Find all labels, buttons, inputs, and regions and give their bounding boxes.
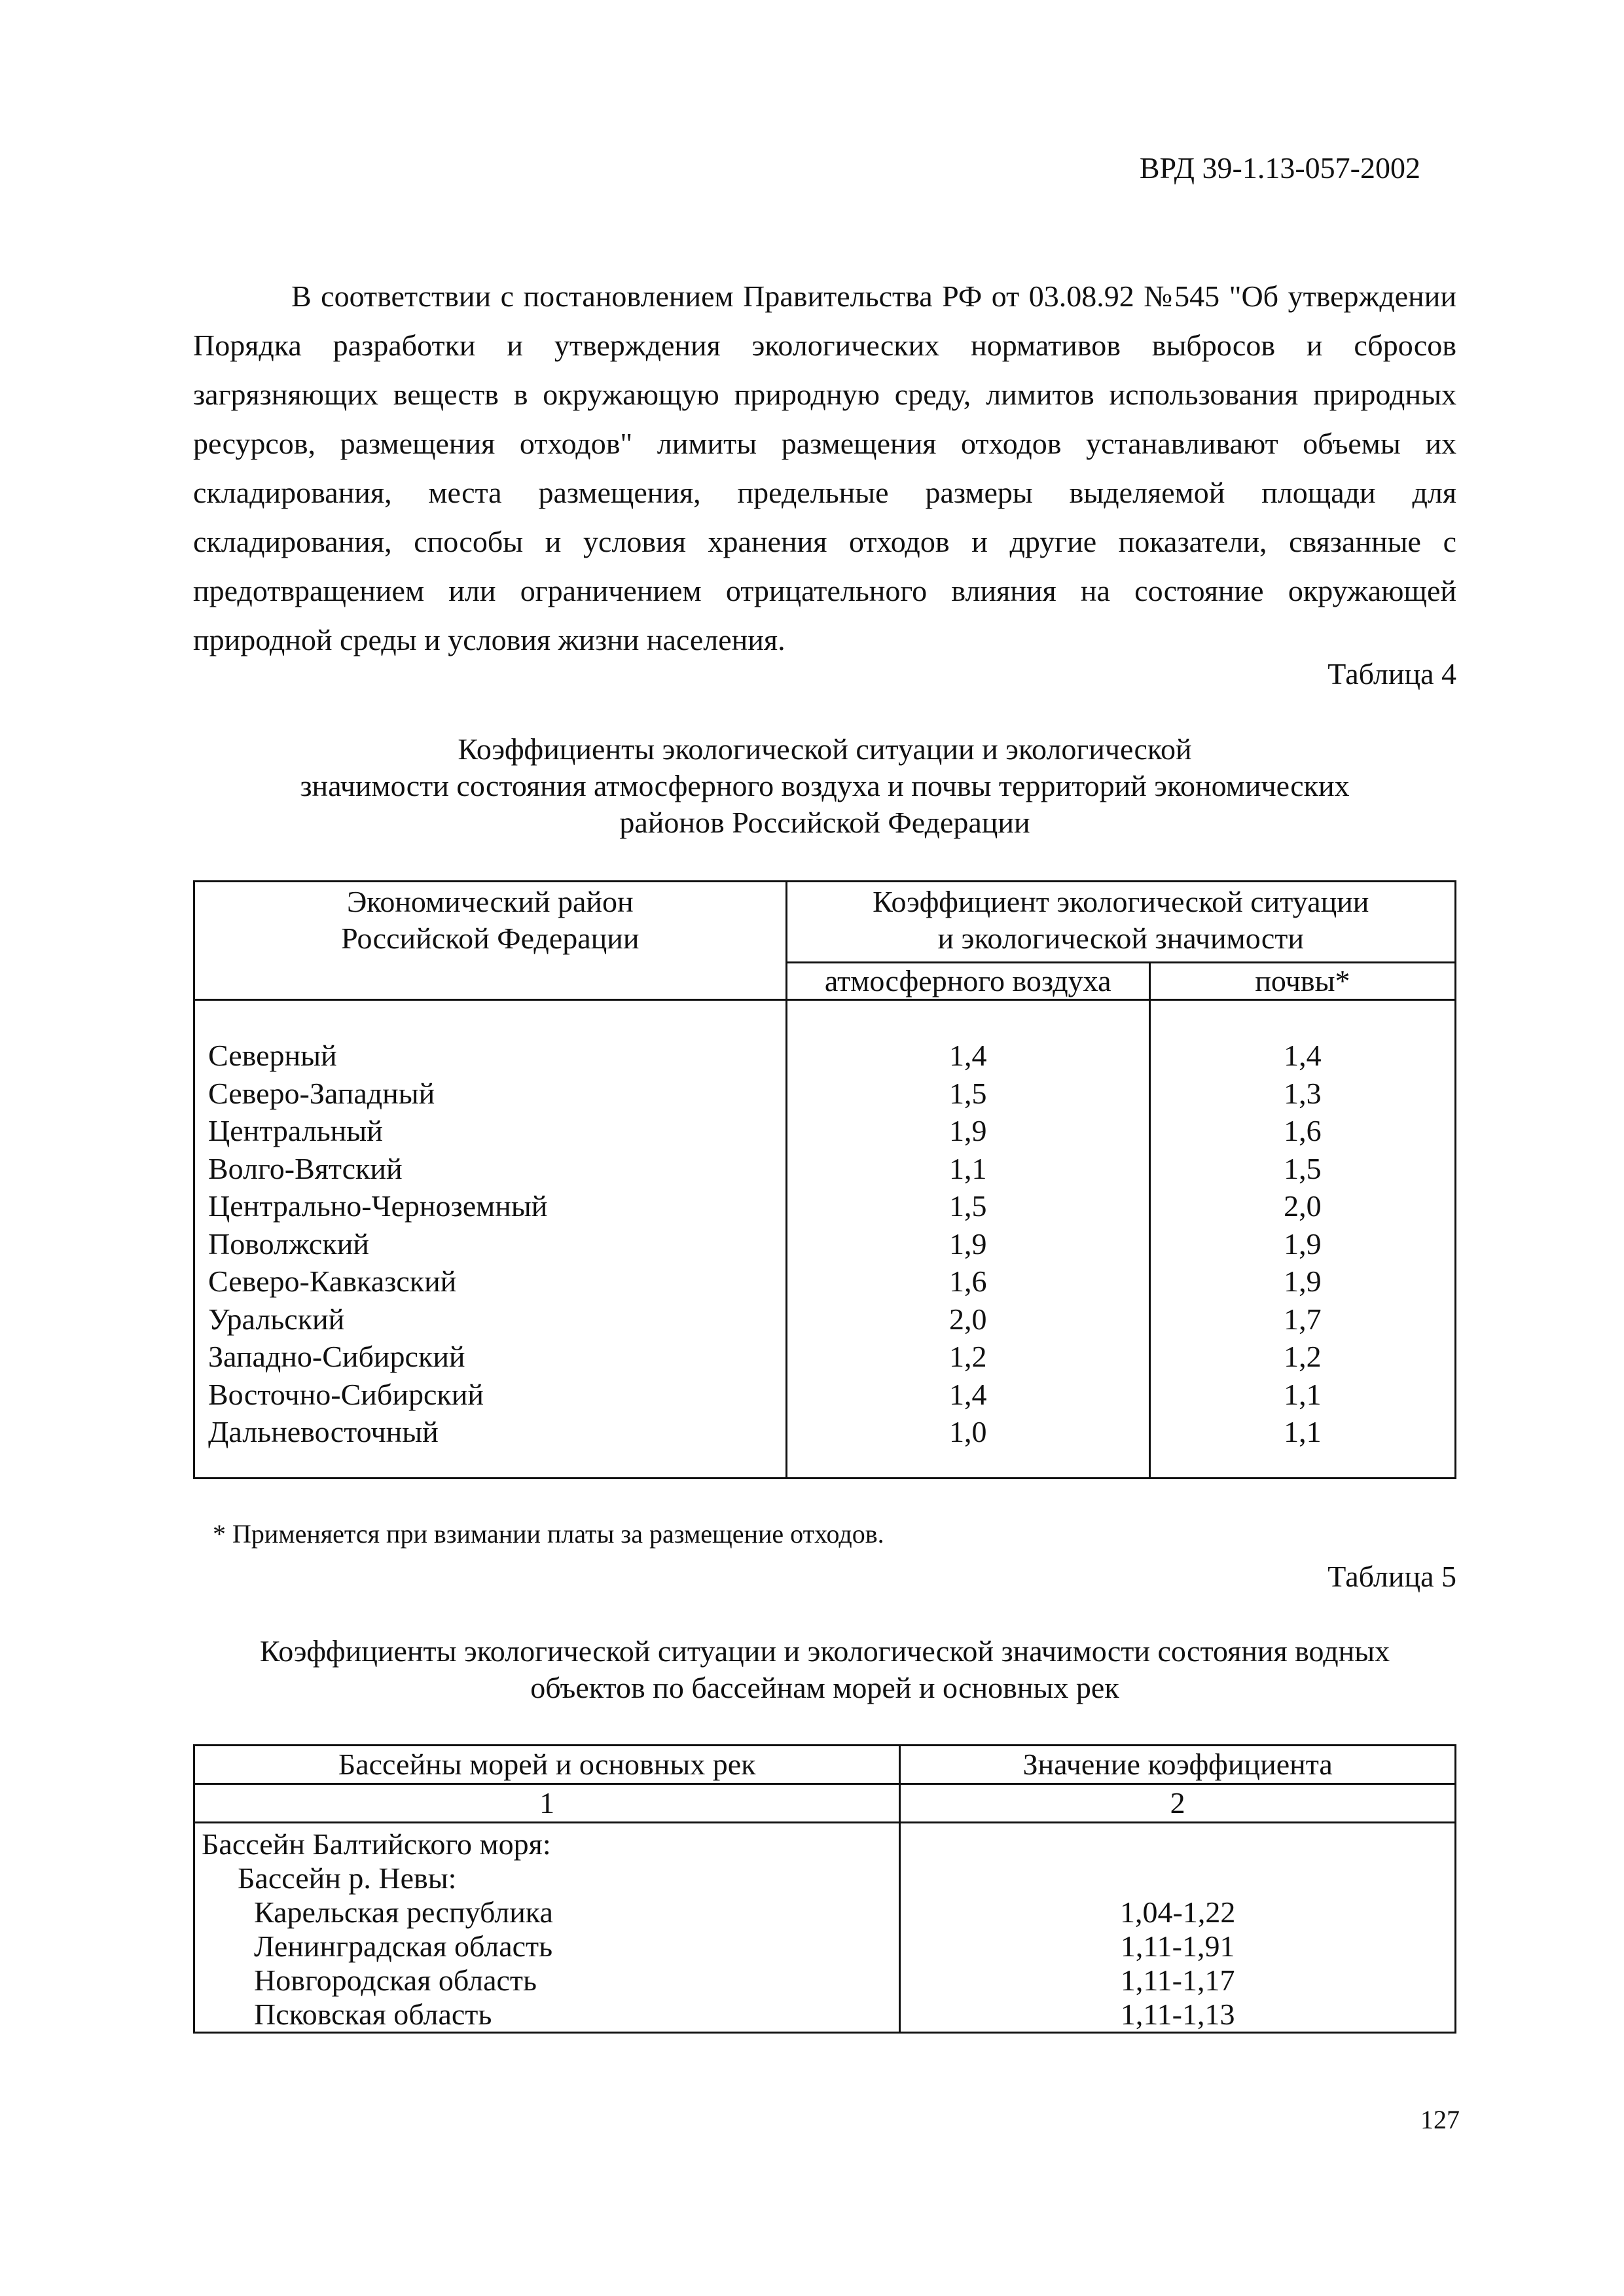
table5-value-cell — [901, 1861, 1454, 1895]
table5-label: Таблица 5 — [1327, 1560, 1456, 1593]
table4-region-cell: Западно-Сибирский — [208, 1340, 465, 1373]
table4-region-cell: Северный — [208, 1039, 337, 1072]
table5-title — [193, 1633, 1456, 1706]
table4-soil-cell: 1,1 — [1284, 1377, 1322, 1411]
table4-air-cell: 1,9 — [948, 1227, 987, 1261]
table4-air-cell: 1,2 — [948, 1340, 987, 1373]
table4-region-cell: Уральский — [208, 1302, 345, 1336]
table5-names-column — [194, 1823, 900, 2033]
table5-value-cell: 1,04-1,22 — [1120, 1895, 1236, 1929]
table5-header-col1: Бассейны морей и основных рек — [194, 1746, 900, 1784]
table5-header-col2: Значение коэффициента — [900, 1746, 1456, 1784]
table5-name-cell: Псковская область — [254, 1998, 492, 2031]
table4-title-line: районов Российской Федерации — [619, 806, 1030, 839]
table4-region-cell: Поволжский — [208, 1227, 369, 1261]
table4-region-cell: Центрально-Черноземный — [208, 1189, 548, 1223]
table4 — [193, 880, 1456, 1479]
table4-region-cell: Дальневосточный — [208, 1415, 439, 1448]
table4-region-cell: Северо-Западный — [208, 1076, 435, 1110]
table4-soil-cell: 1,4 — [1284, 1039, 1322, 1072]
table5-colnum-1: 1 — [194, 1784, 900, 1823]
table4-region-cell: Восточно-Сибирский — [208, 1377, 484, 1411]
table4-title-line: значимости состояния атмосферного воздуха и почвы территорий экономических — [300, 769, 1350, 802]
table4-air-column — [786, 1000, 1149, 1479]
table4-air-cell: 2,0 — [948, 1302, 987, 1336]
table4-soil-cell: 2,0 — [1284, 1189, 1322, 1223]
table4-soil-cell: 1,3 — [1284, 1076, 1322, 1110]
table5-name-cell: Новгородская область — [254, 1964, 537, 1997]
table5-name-cell: Ленинградская область — [254, 1929, 553, 1963]
table4-air-cell: 1,4 — [948, 1377, 987, 1411]
table5 — [193, 1744, 1456, 2034]
table4-air-cell: 1,5 — [948, 1189, 987, 1223]
page-number: 127 — [1420, 2105, 1460, 2134]
header-line: Российской Федерации — [341, 922, 640, 955]
table4-air-cell: 1,9 — [948, 1114, 987, 1147]
intro-paragraph: В соответствии с постановлением Правительства РФ от 03.08.92 №545 "Об утверждении Порядка разработки и утверждения экологических нормативов выбросов и сбросов загрязняющих веществ в окружающую природную среду, лимитов использования природных ресурсов, размещения отходов" лимиты размещения отходов устанавливают объемы их складирования, места размещения, предельные размеры выделяемой площади для складирования, способы и условия хранения отходов и другие показатели, связанные с предотвращением или ограничением отрицательного влияния на состояние окружающей природной среды и условия жизни населения. — [193, 279, 1456, 656]
table5-title-line: Коэффициенты экологической ситуации и экологической значимости состояния водных — [259, 1634, 1390, 1668]
table4-label: Таблица 4 — [1327, 657, 1456, 691]
table4-soil-cell: 1,7 — [1284, 1302, 1322, 1336]
table4-subheader-soil: почвы* — [1149, 962, 1455, 999]
header-line: Коэффициент экологической ситуации — [873, 885, 1369, 918]
header-line: и экологической значимости — [937, 922, 1305, 955]
table4-soil-cell: 1,9 — [1284, 1227, 1322, 1261]
table4-subheader-air: атмосферного воздуха — [786, 962, 1149, 999]
document-code: ВРД 39-1.13-057-2002 — [1139, 151, 1420, 185]
table4-region-cell: Центральный — [208, 1114, 383, 1147]
table4-air-cell: 1,6 — [948, 1265, 987, 1298]
table5-name-cell: Карельская республика — [254, 1895, 553, 1929]
table4-regions-column — [194, 1000, 787, 1479]
table4-footnote: * Применяется при взимании платы за размещение отходов. — [213, 1519, 884, 1549]
table5-title-line: объектов по бассейнам морей и основных рек — [530, 1671, 1119, 1704]
table5-value-cell: 1,11-1,17 — [1120, 1964, 1235, 1997]
table4-title-line: Коэффициенты экологической ситуации и экологической — [458, 732, 1192, 766]
header-line: Экономический район — [346, 885, 634, 918]
table4-soil-cell: 1,9 — [1284, 1265, 1322, 1298]
table5-name-cell: Бассейн р. Невы: — [238, 1861, 457, 1895]
table4-soil-column — [1149, 1000, 1455, 1479]
table4-air-cell: 1,0 — [948, 1415, 987, 1448]
table4-air-cell: 1,4 — [948, 1039, 987, 1072]
table4-soil-cell: 1,1 — [1284, 1415, 1322, 1448]
table4-soil-cell: 1,2 — [1284, 1340, 1322, 1373]
table4-header-region — [194, 882, 787, 1000]
table5-colnum-2: 2 — [900, 1784, 1456, 1823]
table5-value-cell: 1,11-1,13 — [1120, 1998, 1235, 2031]
table5-values-column — [900, 1823, 1456, 2033]
table5-name-cell: Бассейн Балтийского моря: — [202, 1827, 551, 1861]
table4-soil-cell: 1,6 — [1284, 1114, 1322, 1147]
table4-header-coefficient — [786, 882, 1455, 963]
table4-air-cell: 1,1 — [948, 1151, 987, 1185]
table4-region-cell: Северо-Кавказский — [208, 1265, 457, 1298]
table4-title — [193, 731, 1456, 841]
table4-air-cell: 1,5 — [948, 1076, 987, 1110]
table4-region-cell: Волго-Вятский — [208, 1151, 403, 1185]
table5-value-cell — [901, 1827, 1454, 1861]
table4-soil-cell: 1,5 — [1284, 1151, 1322, 1185]
table5-value-cell: 1,11-1,91 — [1120, 1929, 1235, 1963]
